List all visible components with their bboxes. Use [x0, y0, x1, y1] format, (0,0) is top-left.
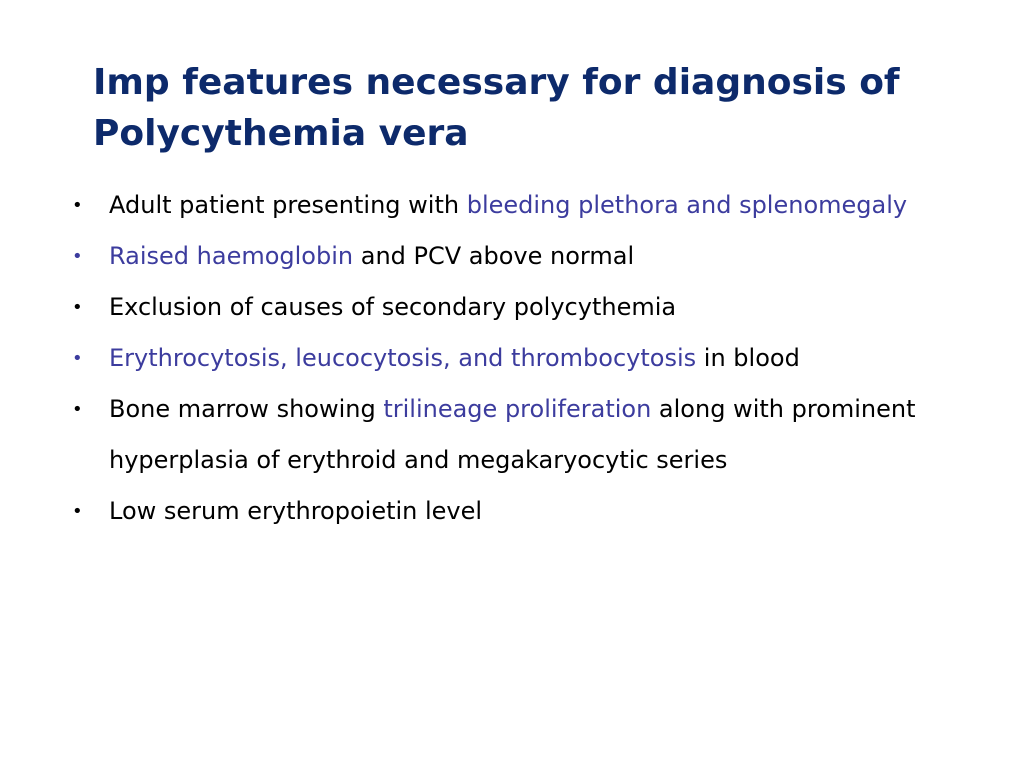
- bullet-highlight-text: Raised haemoglobin: [109, 242, 354, 270]
- bullet-highlight-text: trilineage proliferation: [383, 395, 652, 423]
- bullet-dot-icon: •: [72, 348, 83, 369]
- bullet-item: [72, 231, 972, 282]
- bullet-item: [72, 486, 972, 537]
- slide-title: Imp features necessary for diagnosis of Polycythemia vera: [93, 62, 900, 154]
- bullet-item: [72, 282, 972, 333]
- bullet-text: Adult patient presenting with: [109, 191, 467, 219]
- bullet-item: [72, 384, 972, 486]
- bullet-item: [72, 333, 972, 384]
- bullet-list: [72, 180, 972, 537]
- bullet-text: Bone marrow showing: [109, 395, 384, 423]
- bullet-dot-icon: •: [72, 501, 83, 522]
- bullet-dot-icon: •: [72, 246, 83, 267]
- bullet-text: Low serum erythropoietin level: [109, 497, 483, 525]
- bullet-highlight-text: Erythrocytosis, leucocytosis, and thrombocytosis: [109, 344, 697, 372]
- bullet-highlight-text: bleeding plethora and splenomegaly: [466, 191, 908, 219]
- bullet-text: along with prominent hyperplasia of erythroid and megakaryocytic series: [109, 395, 916, 474]
- bullet-text: in blood: [696, 344, 800, 372]
- bullet-text: and PCV above normal: [353, 242, 635, 270]
- bullet-item: [72, 180, 972, 231]
- bullet-text: Exclusion of causes of secondary polycythemia: [109, 293, 677, 321]
- bullet-dot-icon: •: [72, 399, 83, 420]
- bullet-dot-icon: •: [72, 195, 83, 216]
- bullet-dot-icon: •: [72, 297, 83, 318]
